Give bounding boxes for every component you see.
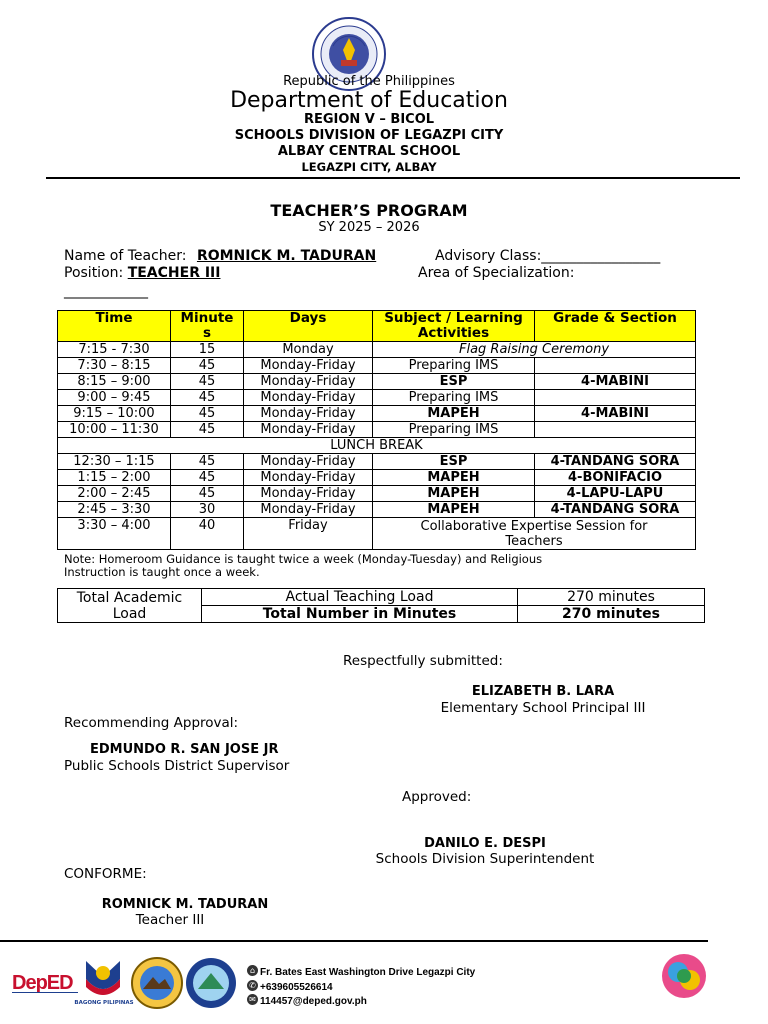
teacher-signatory-title: Teacher III — [135, 912, 205, 928]
teacher-name-label: Name of Teacher: — [64, 248, 187, 264]
teacher-name-row — [64, 248, 376, 264]
cell-section — [535, 390, 696, 406]
conforme-label: CONFORME: — [64, 866, 147, 882]
bagong-pilipinas-text: BAGONG PILIPINAS — [74, 1000, 134, 1006]
cell-days: Monday-Friday — [244, 454, 373, 470]
superintendent-name: DANILO E. DESPI — [424, 836, 546, 851]
load-table — [57, 588, 705, 623]
table-row — [58, 406, 696, 422]
division-heading: SCHOOLS DIVISION OF LEGAZPI CITY — [234, 128, 504, 143]
phone-icon: ✆ — [247, 980, 258, 991]
cell-days: Monday-Friday — [244, 502, 373, 518]
cell-section: 4-MABINI — [535, 374, 696, 390]
advisory-class-label: Advisory Class: — [435, 248, 542, 264]
position-label: Position: — [64, 265, 124, 281]
principal-name: ELIZABETH B. LARA — [471, 684, 615, 699]
cell-time: 3:30 – 4:00 — [58, 518, 171, 550]
lunch-break-cell: LUNCH BREAK — [58, 438, 696, 454]
cell-minutes: 45 — [171, 486, 244, 502]
principal-title: Elementary School Principal III — [440, 700, 646, 716]
header-days: Days — [244, 311, 373, 342]
cell-time: 9:00 – 9:45 — [58, 390, 171, 406]
header-section: Grade & Section — [535, 311, 696, 342]
cell-subject: ESP — [373, 454, 535, 470]
cell-subject: MAPEH — [373, 502, 535, 518]
cell-days: Monday-Friday — [244, 470, 373, 486]
school-seal-logo — [185, 957, 237, 1009]
location-icon: ⌂ — [247, 965, 258, 976]
cell-subject — [373, 518, 696, 550]
cell-time: 2:45 – 3:30 — [58, 502, 171, 518]
cell-days: Friday — [244, 518, 373, 550]
position-row — [64, 265, 220, 281]
cell-subject: Preparing IMS — [373, 390, 535, 406]
school-heading: ALBAY CENTRAL SCHOOL — [277, 144, 461, 159]
cell-subject-line1: Collaborative Expertise Session for — [420, 518, 648, 534]
email-icon: ✉ — [247, 994, 258, 1005]
lunch-break-row — [58, 438, 696, 454]
cell-days: Monday-Friday — [244, 406, 373, 422]
cell-minutes: 45 — [171, 358, 244, 374]
table-row — [58, 502, 696, 518]
header-time: Time — [58, 311, 171, 342]
cell-section: 4-TANDANG SORA — [535, 454, 696, 470]
table-row — [58, 486, 696, 502]
schedule-note — [64, 553, 664, 579]
cell-days: Monday-Friday — [244, 374, 373, 390]
cell-minutes: 45 — [171, 422, 244, 438]
cell-minutes: 45 — [171, 406, 244, 422]
cell-section — [535, 422, 696, 438]
supervisor-name: EDMUNDO R. SAN JOSE JR — [90, 742, 279, 757]
actual-load-label: Actual Teaching Load — [202, 589, 518, 606]
deped-wordmark-underline — [12, 992, 78, 993]
cell-subject-line2: Teachers — [505, 533, 563, 549]
cell-minutes: 30 — [171, 502, 244, 518]
header-minutes-line1: Minute — [180, 310, 234, 326]
cell-subject: MAPEH — [373, 470, 535, 486]
advisory-class-value: _________________ — [541, 248, 661, 264]
division-seal-logo — [131, 957, 183, 1009]
table-row — [58, 518, 696, 550]
actual-load-value: 270 minutes — [518, 589, 705, 606]
cell-days: Monday-Friday — [244, 390, 373, 406]
cell-days: Monday-Friday — [244, 358, 373, 374]
header-subject-line2: Activities — [417, 325, 490, 341]
teacher-name-value: ROMNICK M. TADURAN — [196, 248, 377, 264]
cell-time: 7:30 – 8:15 — [58, 358, 171, 374]
cell-section — [535, 358, 696, 374]
footer-phone: +639605526614 — [260, 982, 333, 993]
table-row — [58, 454, 696, 470]
recommending-label: Recommending Approval: — [64, 715, 239, 731]
program-title: TEACHER’S PROGRAM — [270, 201, 468, 220]
footer-address: Fr. Bates East Washington Drive Legazpi City — [260, 967, 476, 978]
republic-heading: Republic of the Philippines — [283, 74, 455, 89]
footer-divider — [0, 940, 708, 942]
header-divider — [46, 177, 740, 179]
advisory-class-row — [435, 248, 660, 264]
cell-time: 8:15 – 9:00 — [58, 374, 171, 390]
table-row — [58, 342, 696, 358]
table-row — [58, 358, 696, 374]
cell-time: 10:00 – 11:30 — [58, 422, 171, 438]
table-row — [58, 374, 696, 390]
cell-time: 1:15 – 2:00 — [58, 470, 171, 486]
department-heading: Department of Education — [230, 88, 508, 113]
cell-time: 9:15 – 10:00 — [58, 406, 171, 422]
cell-days: Monday-Friday — [244, 486, 373, 502]
load-label-line2: Load — [112, 605, 147, 622]
city-heading: LEGAZPI CITY, ALBAY — [301, 160, 437, 174]
cell-time: 7:15 - 7:30 — [58, 342, 171, 358]
cell-subject: MAPEH — [373, 486, 535, 502]
cell-minutes: 15 — [171, 342, 244, 358]
cell-days: Monday — [244, 342, 373, 358]
cell-subject: MAPEH — [373, 406, 535, 422]
cell-minutes: 40 — [171, 518, 244, 550]
footer-email-row — [247, 989, 367, 1008]
cell-minutes: 45 — [171, 470, 244, 486]
cell-section: 4-MABINI — [535, 406, 696, 422]
cell-minutes: 45 — [171, 374, 244, 390]
deped-wordmark-logo: DepED — [12, 972, 73, 994]
cell-minutes: 45 — [171, 390, 244, 406]
approved-label: Approved: — [402, 789, 472, 805]
ace-badge-logo — [660, 950, 708, 1002]
table-row — [58, 422, 696, 438]
cell-minutes: 45 — [171, 454, 244, 470]
cell-time: 12:30 – 1:15 — [58, 454, 171, 470]
cell-subject: Preparing IMS — [373, 422, 535, 438]
load-row-actual — [58, 589, 705, 606]
cell-section: 4-BONIFACIO — [535, 470, 696, 486]
header-subject-line1: Subject / Learning — [384, 310, 523, 326]
position-value: TEACHER III — [127, 265, 221, 281]
table-row — [58, 390, 696, 406]
specialization-value: ____________ — [64, 283, 148, 299]
submitted-label: Respectfully submitted: — [343, 653, 503, 669]
school-year: SY 2025 – 2026 — [318, 220, 420, 235]
load-label-line1: Total Academic — [76, 589, 183, 606]
cell-subject: Flag Raising Ceremony — [373, 342, 696, 358]
cell-section: 4-TANDANG SORA — [535, 502, 696, 518]
cell-time: 2:00 – 2:45 — [58, 486, 171, 502]
table-row — [58, 470, 696, 486]
superintendent-title: Schools Division Superintendent — [375, 851, 595, 867]
cell-subject: Preparing IMS — [373, 358, 535, 374]
note-line1: Note: Homeroom Guidance is taught twice a week (Monday-Tuesday) and Religious — [64, 552, 543, 566]
note-line2: Instruction is taught once a week. — [64, 565, 260, 579]
footer-email: 114457@deped.gov.ph — [260, 996, 367, 1007]
header-subject — [373, 311, 535, 342]
supervisor-title: Public Schools District Supervisor — [64, 758, 290, 774]
load-label — [58, 589, 202, 623]
header-minutes-line2: s — [202, 325, 212, 341]
header-minutes — [171, 311, 244, 342]
total-minutes-value: 270 minutes — [518, 606, 705, 623]
schedule-header-row — [58, 311, 696, 342]
region-heading: REGION V – BICOL — [303, 112, 435, 127]
cell-section: 4-LAPU-LAPU — [535, 486, 696, 502]
specialization-label: Area of Specialization: — [418, 265, 575, 281]
teacher-signatory-name: ROMNICK M. TADURAN — [101, 897, 269, 912]
total-minutes-label: Total Number in Minutes — [202, 606, 518, 623]
cell-subject: ESP — [373, 374, 535, 390]
cell-days: Monday-Friday — [244, 422, 373, 438]
bagong-pilipinas-logo — [80, 957, 126, 999]
schedule-table — [57, 310, 696, 550]
